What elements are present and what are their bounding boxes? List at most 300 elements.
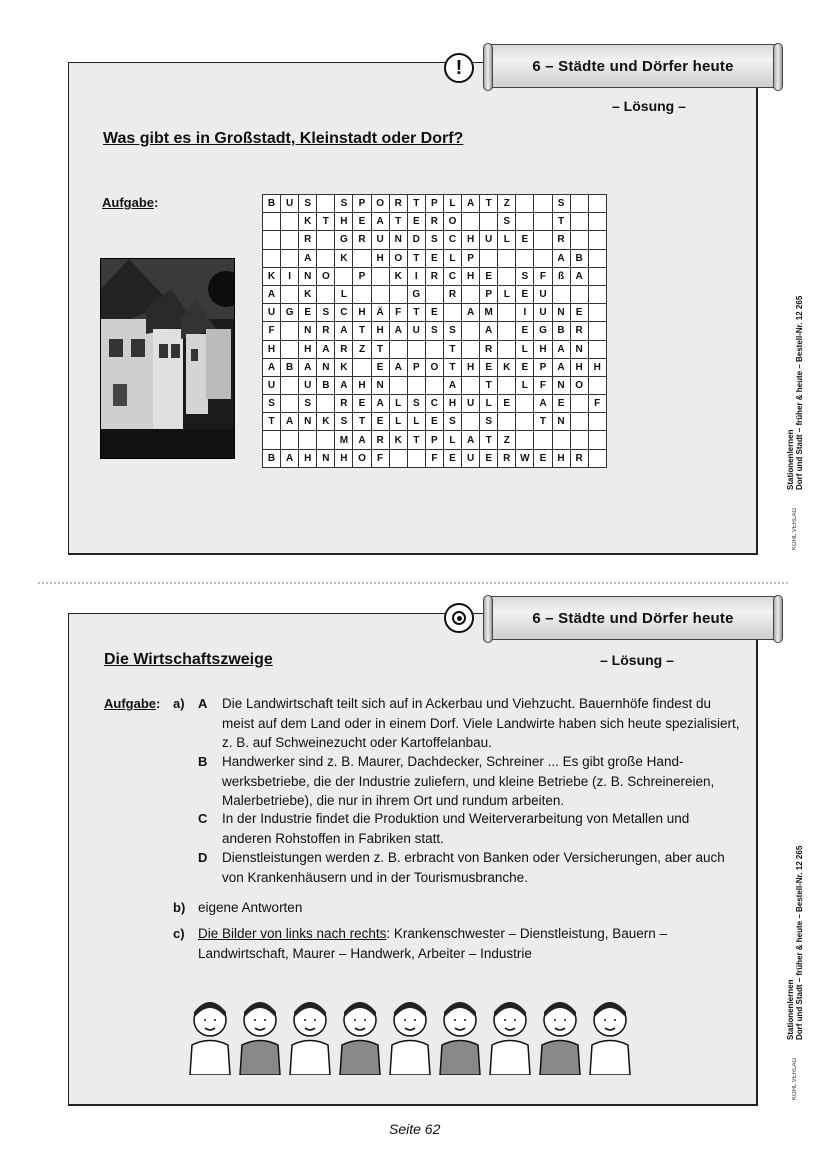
grid-cell: A	[552, 340, 570, 358]
grid-cell	[588, 413, 606, 431]
people-drawing	[185, 990, 645, 1075]
grid-cell: T	[263, 413, 281, 431]
grid-cell: C	[335, 304, 353, 322]
grid-cell: E	[570, 304, 588, 322]
grid-cell: S	[425, 231, 443, 249]
grid-cell	[462, 340, 480, 358]
grid-cell: C	[443, 231, 461, 249]
cut-line	[38, 582, 788, 584]
item-C-label: C	[198, 811, 208, 826]
grid-cell: E	[371, 358, 389, 376]
grid-cell	[498, 249, 516, 267]
grid-cell: A	[263, 285, 281, 303]
grid-cell: M	[335, 431, 353, 449]
grid-cell	[570, 431, 588, 449]
grid-cell	[281, 395, 299, 413]
grid-cell	[281, 249, 299, 267]
grid-cell: R	[425, 267, 443, 285]
grid-cell: A	[353, 431, 371, 449]
grid-cell: P	[534, 358, 552, 376]
grid-cell: N	[299, 267, 317, 285]
grid-cell: U	[480, 231, 498, 249]
item-D-label: D	[198, 850, 208, 865]
grid-cell: P	[480, 285, 498, 303]
grid-cell: A	[462, 195, 480, 213]
grid-cell: A	[389, 322, 407, 340]
grid-cell: H	[371, 322, 389, 340]
grid-cell	[570, 213, 588, 231]
grid-cell: B	[263, 449, 281, 467]
grid-cell: T	[407, 304, 425, 322]
grid-cell: I	[281, 267, 299, 285]
grid-cell	[534, 431, 552, 449]
grid-cell: F	[389, 304, 407, 322]
publisher-sidebar: Stationenlernen Dorf und Stadt – früher & heute – Bestell-Nr. 12 265	[786, 845, 804, 1040]
grid-cell: T	[552, 213, 570, 231]
grid-cell	[462, 376, 480, 394]
grid-cell: B	[263, 195, 281, 213]
item-B-label: B	[198, 754, 208, 769]
grid-cell: S	[516, 267, 534, 285]
grid-cell: K	[299, 285, 317, 303]
grid-cell: L	[516, 376, 534, 394]
grid-cell	[371, 267, 389, 285]
grid-cell	[263, 213, 281, 231]
grid-cell	[281, 376, 299, 394]
grid-cell: H	[588, 358, 606, 376]
grid-cell: K	[263, 267, 281, 285]
task-label: Aufgabe:	[102, 195, 159, 210]
grid-cell: F	[263, 322, 281, 340]
grid-cell	[588, 231, 606, 249]
grid-cell: R	[335, 395, 353, 413]
grid-cell	[588, 304, 606, 322]
grid-cell: L	[407, 413, 425, 431]
grid-cell: A	[462, 431, 480, 449]
grid-row	[263, 231, 607, 249]
grid-cell: T	[480, 376, 498, 394]
village-houses-photo	[100, 258, 235, 459]
grid-cell: H	[534, 340, 552, 358]
grid-cell: Ä	[371, 304, 389, 322]
grid-cell	[588, 322, 606, 340]
grid-cell: R	[443, 285, 461, 303]
grid-cell: L	[389, 395, 407, 413]
grid-cell: L	[480, 395, 498, 413]
grid-cell: A	[443, 376, 461, 394]
grid-cell: P	[462, 249, 480, 267]
grid-cell	[353, 358, 371, 376]
person-figure	[190, 1002, 230, 1075]
grid-cell: A	[389, 358, 407, 376]
grid-cell: G	[534, 322, 552, 340]
word-search-grid	[262, 194, 607, 468]
grid-cell: T	[407, 195, 425, 213]
grid-cell: P	[353, 267, 371, 285]
grid-cell	[353, 285, 371, 303]
grid-cell	[425, 376, 443, 394]
grid-cell: T	[480, 431, 498, 449]
grid-cell: F	[425, 449, 443, 467]
scroll-curl-right	[773, 43, 783, 91]
grid-cell: R	[498, 449, 516, 467]
grid-cell: K	[317, 413, 335, 431]
grid-cell: E	[480, 449, 498, 467]
grid-cell: S	[335, 413, 353, 431]
item-A-label: A	[198, 696, 208, 711]
grid-cell	[516, 213, 534, 231]
grid-cell: Z	[498, 195, 516, 213]
person-figure	[290, 1002, 330, 1075]
grid-cell	[281, 322, 299, 340]
grid-cell	[263, 431, 281, 449]
grid-cell	[281, 431, 299, 449]
grid-cell: A	[335, 376, 353, 394]
grid-cell: T	[389, 213, 407, 231]
grid-cell: N	[552, 304, 570, 322]
item-C-text: In der Industrie findet die Produktion und Weiterverarbeitung von Metallen und anderen Rohstoffen in Fabriken statt.	[222, 811, 690, 846]
grid-cell: E	[480, 267, 498, 285]
grid-row	[263, 304, 607, 322]
grid-cell: P	[425, 195, 443, 213]
grid-cell	[498, 376, 516, 394]
grid-cell: H	[353, 304, 371, 322]
grid-cell	[317, 195, 335, 213]
grid-cell: H	[371, 249, 389, 267]
grid-cell: N	[317, 449, 335, 467]
grid-row	[263, 340, 607, 358]
grid-cell	[588, 340, 606, 358]
card-title: 6 – Städte und Dörfer heute	[532, 609, 734, 627]
grid-cell: D	[407, 231, 425, 249]
grid-cell: T	[480, 195, 498, 213]
grid-cell: A	[462, 304, 480, 322]
grid-cell	[389, 285, 407, 303]
grid-cell: U	[534, 285, 552, 303]
grid-cell: U	[371, 231, 389, 249]
scroll-curl-left	[483, 43, 493, 91]
grid-cell: N	[299, 322, 317, 340]
grid-cell: A	[371, 395, 389, 413]
solution-label: – Lösung –	[612, 98, 686, 114]
grid-cell: H	[462, 358, 480, 376]
grid-cell	[425, 285, 443, 303]
grid-cell	[317, 285, 335, 303]
grid-cell: I	[407, 267, 425, 285]
grid-cell: E	[371, 413, 389, 431]
grid-cell: K	[498, 358, 516, 376]
grid-cell: N	[552, 376, 570, 394]
target-icon	[444, 603, 474, 633]
grid-cell: T	[353, 413, 371, 431]
grid-cell: T	[407, 249, 425, 267]
grid-row	[263, 322, 607, 340]
grid-cell: E	[498, 395, 516, 413]
grid-cell: S	[263, 395, 281, 413]
grid-cell: N	[389, 231, 407, 249]
grid-cell: C	[443, 267, 461, 285]
grid-cell	[534, 249, 552, 267]
grid-cell: R	[335, 340, 353, 358]
grid-cell: E	[516, 358, 534, 376]
grid-cell	[588, 213, 606, 231]
card-title: 6 – Städte und Dörfer heute	[532, 57, 734, 75]
grid-cell: L	[389, 413, 407, 431]
person-figure	[240, 1002, 280, 1075]
grid-cell: H	[462, 231, 480, 249]
grid-cell	[588, 267, 606, 285]
publisher-sidebar: Stationenlernen Dorf und Stadt – früher & heute – Bestell-Nr. 12 265	[786, 295, 804, 490]
part-c-label: c)	[173, 926, 185, 941]
grid-cell	[588, 449, 606, 467]
grid-cell: P	[353, 195, 371, 213]
grid-cell: R	[552, 231, 570, 249]
page-number: Seite 62	[389, 1121, 441, 1137]
grid-cell	[353, 249, 371, 267]
grid-cell: T	[371, 340, 389, 358]
grid-cell: H	[552, 449, 570, 467]
grid-cell: L	[443, 195, 461, 213]
grid-cell	[498, 322, 516, 340]
grid-cell: Z	[498, 431, 516, 449]
grid-cell: O	[425, 358, 443, 376]
grid-row	[263, 449, 607, 467]
grid-cell	[407, 376, 425, 394]
grid-cell: S	[299, 195, 317, 213]
grid-cell: H	[462, 267, 480, 285]
grid-row	[263, 431, 607, 449]
grid-cell: B	[317, 376, 335, 394]
grid-cell	[389, 449, 407, 467]
grid-cell: H	[335, 449, 353, 467]
houses-illustration	[101, 259, 235, 459]
grid-cell: G	[335, 231, 353, 249]
grid-cell: E	[443, 449, 461, 467]
card-title-banner	[488, 44, 778, 88]
grid-cell: N	[299, 413, 317, 431]
grid-cell: W	[516, 449, 534, 467]
grid-cell	[588, 431, 606, 449]
grid-cell: L	[443, 431, 461, 449]
grid-cell: R	[570, 449, 588, 467]
part-c-text: Die Bilder von links nach rechts: Krankenschwester – Dienstleistung, Bauern – Landwirtschaft, Maurer – Handwerk, Arbeiter – Industrie	[198, 926, 667, 961]
grid-cell: E	[353, 213, 371, 231]
grid-cell	[534, 195, 552, 213]
solution-label: – Lösung –	[600, 652, 674, 668]
grid-cell: N	[317, 358, 335, 376]
grid-cell: N	[552, 413, 570, 431]
grid-cell: L	[498, 231, 516, 249]
grid-cell: A	[281, 449, 299, 467]
grid-cell	[516, 431, 534, 449]
grid-cell: H	[335, 213, 353, 231]
grid-cell	[552, 431, 570, 449]
person-figure	[590, 1002, 630, 1075]
grid-cell	[588, 376, 606, 394]
grid-cell: U	[462, 395, 480, 413]
grid-cell: S	[480, 413, 498, 431]
grid-cell	[317, 395, 335, 413]
grid-cell: ß	[552, 267, 570, 285]
grid-cell: K	[335, 249, 353, 267]
grid-cell: T	[317, 213, 335, 231]
grid-cell	[498, 267, 516, 285]
person-figure	[340, 1002, 380, 1075]
grid-cell: L	[443, 249, 461, 267]
grid-cell	[552, 285, 570, 303]
grid-cell: B	[552, 322, 570, 340]
scroll-curl-right	[773, 595, 783, 643]
grid-cell: E	[534, 449, 552, 467]
grid-cell: T	[443, 340, 461, 358]
task-heading: Die Wirtschaftszweige	[104, 651, 273, 668]
grid-cell: S	[407, 395, 425, 413]
grid-cell: S	[317, 304, 335, 322]
grid-row	[263, 285, 607, 303]
grid-cell	[389, 376, 407, 394]
grid-cell: A	[335, 322, 353, 340]
item-B-text: Handwerker sind z. B. Maurer, Dachdecker, Schreiner ... Es gibt große Handwerksbetriebe, die der Industrie zuliefern, und kleine Betriebe (z. B. Schreinereien, Malerbetriebe), die nur in ihrem Ort und rundum arbeiten.	[222, 754, 715, 808]
grid-cell	[335, 267, 353, 285]
grid-cell: F	[534, 376, 552, 394]
grid-row	[263, 395, 607, 413]
grid-cell: F	[534, 267, 552, 285]
grid-cell	[317, 231, 335, 249]
grid-cell: L	[498, 285, 516, 303]
grid-cell	[281, 285, 299, 303]
grid-cell: O	[389, 249, 407, 267]
grid-cell: U	[281, 195, 299, 213]
grid-cell: R	[299, 231, 317, 249]
grid-cell: K	[299, 213, 317, 231]
grid-cell: U	[462, 449, 480, 467]
grid-cell	[570, 413, 588, 431]
grid-cell: A	[299, 249, 317, 267]
grid-cell: R	[480, 340, 498, 358]
grid-cell: R	[371, 431, 389, 449]
grid-cell	[516, 249, 534, 267]
grid-cell	[498, 340, 516, 358]
grid-cell: O	[371, 195, 389, 213]
grid-cell: A	[534, 395, 552, 413]
grid-cell: S	[425, 322, 443, 340]
grid-cell	[281, 231, 299, 249]
grid-cell	[498, 413, 516, 431]
grid-cell	[299, 431, 317, 449]
grid-cell: U	[263, 304, 281, 322]
grid-cell: P	[425, 431, 443, 449]
publisher-logo: KOHL VERLAG	[792, 1057, 798, 1100]
grid-cell	[407, 340, 425, 358]
grid-cell: A	[299, 358, 317, 376]
grid-cell: E	[516, 322, 534, 340]
grid-cell: N	[371, 376, 389, 394]
person-figure	[440, 1002, 480, 1075]
grid-cell: B	[570, 249, 588, 267]
grid-cell	[534, 213, 552, 231]
grid-cell: Z	[353, 340, 371, 358]
grid-cell: T	[534, 413, 552, 431]
grid-cell: B	[281, 358, 299, 376]
grid-cell	[263, 231, 281, 249]
grid-cell: F	[371, 449, 389, 467]
card-title-banner	[488, 596, 778, 640]
grid-cell	[516, 413, 534, 431]
grid-row	[263, 213, 607, 231]
grid-cell: H	[299, 449, 317, 467]
grid-cell: U	[407, 322, 425, 340]
grid-cell: O	[570, 376, 588, 394]
publisher-logo: KOHL VERLAG	[792, 507, 798, 550]
grid-cell: K	[389, 431, 407, 449]
grid-cell: E	[299, 304, 317, 322]
grid-cell: R	[570, 322, 588, 340]
item-A-text: Die Landwirtschaft teilt sich auf in Ackerbau und Viehzucht. Bauernhöfe findest du meist auf dem Land oder in einem Dorf. Viele Landwirte haben sich heute spezialisiert, z. B. auf Schweinezucht oder Kartoffelanbau.	[222, 696, 740, 750]
person-figure	[540, 1002, 580, 1075]
grid-cell	[498, 304, 516, 322]
grid-cell: T	[443, 358, 461, 376]
grid-cell	[480, 213, 498, 231]
grid-row	[263, 358, 607, 376]
grid-cell: H	[263, 340, 281, 358]
grid-cell: U	[534, 304, 552, 322]
grid-cell: O	[443, 213, 461, 231]
grid-cell	[570, 195, 588, 213]
grid-cell	[389, 340, 407, 358]
part-b-text: eigene Antworten	[198, 900, 303, 915]
grid-cell: E	[353, 395, 371, 413]
grid-cell: H	[570, 358, 588, 376]
grid-cell: R	[425, 213, 443, 231]
grid-cell: A	[552, 249, 570, 267]
part-b-label: b)	[173, 900, 186, 915]
grid-cell: R	[317, 322, 335, 340]
grid-cell: T	[353, 322, 371, 340]
grid-cell	[588, 195, 606, 213]
grid-cell: O	[353, 449, 371, 467]
grid-cell	[317, 431, 335, 449]
grid-cell	[317, 249, 335, 267]
grid-row	[263, 413, 607, 431]
grid-cell	[570, 231, 588, 249]
task-label: Aufgabe:	[104, 696, 161, 711]
grid-cell: S	[552, 195, 570, 213]
grid-cell: H	[443, 395, 461, 413]
grid-cell	[281, 340, 299, 358]
grid-cell: A	[317, 340, 335, 358]
grid-cell: G	[407, 285, 425, 303]
grid-cell	[480, 249, 498, 267]
grid-cell: A	[281, 413, 299, 431]
grid-cell: H	[299, 340, 317, 358]
grid-cell	[462, 413, 480, 431]
grid-cell	[570, 395, 588, 413]
task-heading: Was gibt es in Großstadt, Kleinstadt oder Dorf?	[103, 130, 464, 147]
grid-cell: P	[407, 358, 425, 376]
grid-row	[263, 376, 607, 394]
grid-cell: H	[353, 376, 371, 394]
grid-cell: S	[498, 213, 516, 231]
person-figure	[390, 1002, 430, 1075]
grid-cell: S	[299, 395, 317, 413]
grid-cell: S	[443, 322, 461, 340]
grid-cell: U	[299, 376, 317, 394]
grid-cell: F	[588, 395, 606, 413]
exclamation-icon: !	[444, 53, 474, 83]
grid-cell	[462, 322, 480, 340]
grid-cell: A	[371, 213, 389, 231]
grid-cell: R	[353, 231, 371, 249]
